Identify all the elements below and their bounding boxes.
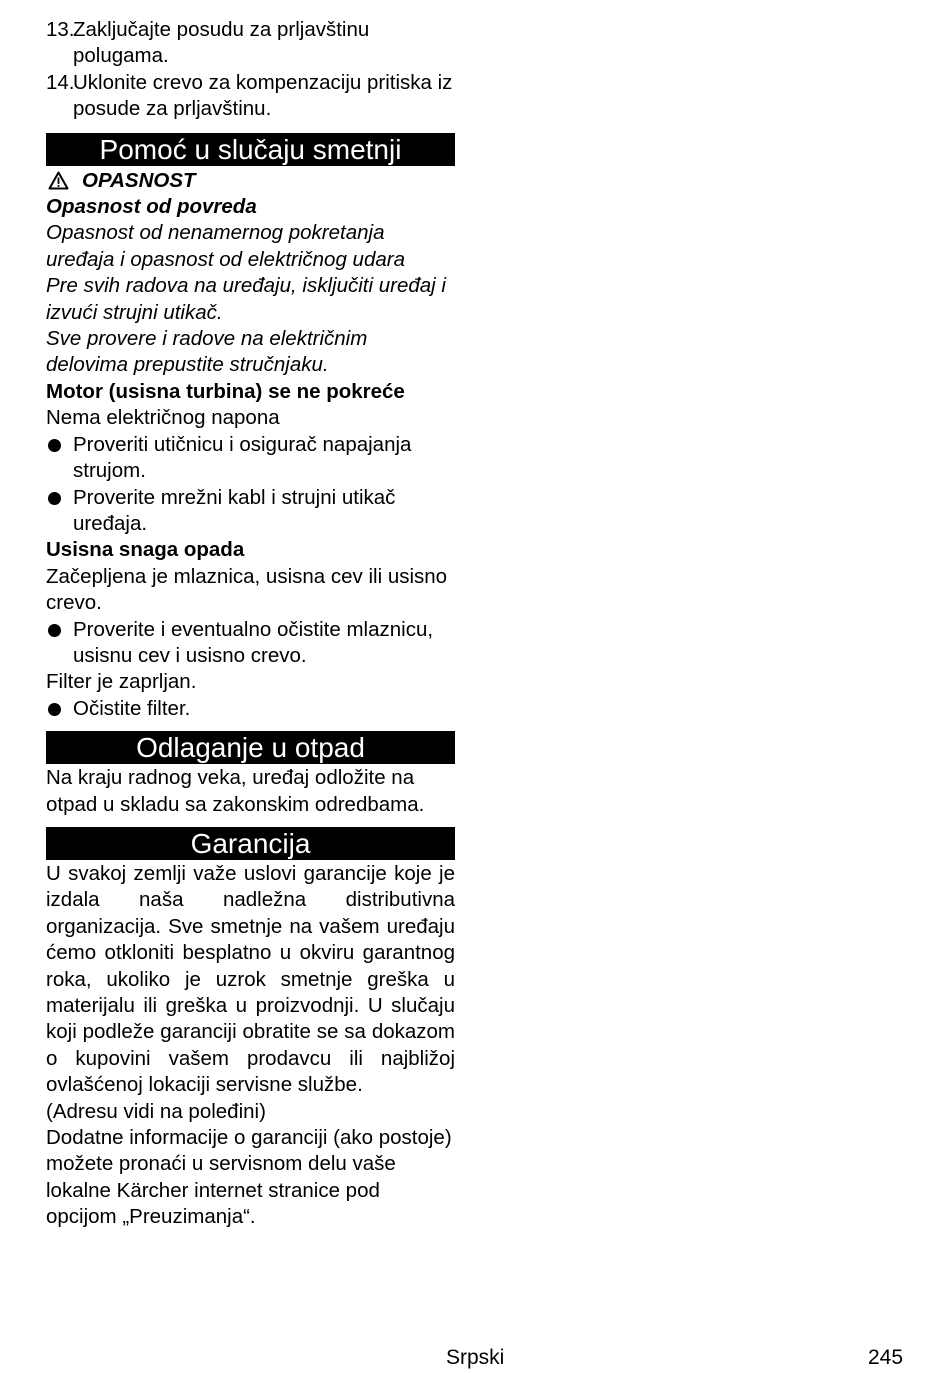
warning-label: OPASNOST <box>82 168 196 192</box>
footer-language: Srpski <box>446 1346 505 1369</box>
text-column <box>46 17 455 1231</box>
page-number: 245 <box>868 1346 904 1369</box>
step-14 <box>46 70 455 123</box>
bullet-item <box>46 432 455 485</box>
step-text: Uklonite crevo za kompenzaciju pritiska iz posude za prljavštinu. <box>73 70 453 121</box>
bullet-item <box>46 485 455 538</box>
bullet-item <box>46 617 455 670</box>
section-heading-disposal: Odlaganje u otpad <box>46 731 455 764</box>
step-13 <box>46 17 455 70</box>
warning-triangle-icon <box>48 171 69 190</box>
warning-text: Opasnost od nenamernog pokretanja uređaja i opasnost od električnog udara <box>46 221 405 271</box>
disposal-text: Na kraju radnog veka, uređaj odložite na otpad u skladu sa zakonskim odredbama. <box>46 766 425 816</box>
fault-cause: Začepljena je mlaznica, usisna cev ili usisno crevo. <box>46 564 448 615</box>
bullet-text: Proverite mrežni kabl i strujni utikač uređaja. <box>73 485 396 535</box>
bullet-text: Očistite filter. <box>73 696 191 720</box>
section-heading-troubleshooting: Pomoć u slučaju smetnji <box>46 133 455 166</box>
fault-title: Usisna snaga opada <box>46 538 245 562</box>
fault-title: Motor (usisna turbina) se ne pokreće <box>46 379 405 403</box>
bullet-item <box>46 696 455 722</box>
step-text: Zaključajte posudu za prljavštinu polugama. <box>73 18 370 68</box>
fault-cause: Nema električnog napona <box>46 406 280 430</box>
step-number: 13. <box>46 18 75 41</box>
warning-header <box>46 168 455 194</box>
bullet-text: Proverite i eventualno očistite mlaznicu, usisnu cev i usisno crevo. <box>73 617 434 667</box>
bullet-icon <box>46 485 73 538</box>
warranty-address-note: (Adresu vidi na poleđini) <box>46 1099 266 1123</box>
warranty-paragraph: Dodatne informacije o garanciji (ako postoje) možete pronaći u servisnom delu vaše lokalne Kärcher internet stranice pod opcijom „Preuzimanja“. <box>46 1126 452 1229</box>
bullet-icon <box>46 617 73 670</box>
warning-text: Pre svih radova na uređaju, isključiti uređaj i izvući strujni utikač. <box>46 274 446 324</box>
bullet-icon <box>46 696 73 722</box>
bullet-text: Proveriti utičnicu i osigurač napajanja strujom. <box>73 432 412 483</box>
warning-text: Sve provere i radove na električnim delovima prepustite stručnjaku. <box>46 327 368 377</box>
fault-cause: Filter je zaprljan. <box>46 670 197 694</box>
step-number: 14. <box>46 70 75 94</box>
warning-subtitle: Opasnost od povreda <box>46 195 257 219</box>
bullet-icon <box>46 432 73 485</box>
section-heading-warranty: Garancija <box>46 827 455 860</box>
warranty-paragraph: U svakoj zemlji važe uslovi garancije koje je izdala naša nadležna distributivna organizacija. Sve smetnje na vašem uređaju ćemo otkloniti besplatno u okviru garantnog roka, ukoliko je uzrok smetnje greška u materijalu ili greška u proizvodnji. U slučaju koji podleže garanciji obratite se sa dokazom o kupovini vašem prodavcu ili najbližoj ovlašćenoj lokaciji servisne službe. <box>46 861 455 1097</box>
